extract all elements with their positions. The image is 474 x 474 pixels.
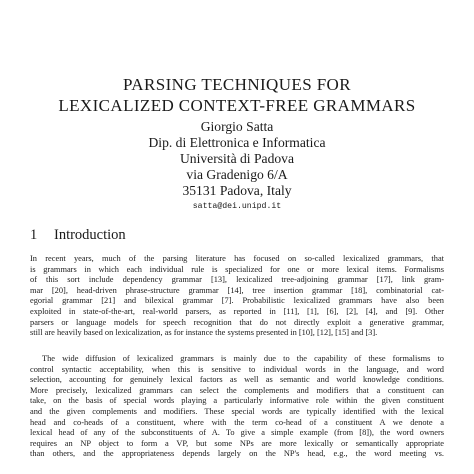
author-block: [0, 119, 474, 213]
title-line-2: LEXICALIZED CONTEXT-FREE GRAMMARS: [58, 96, 416, 115]
section-number: 1: [30, 227, 38, 243]
section-heading: [30, 226, 126, 244]
paragraph-2: [30, 354, 444, 460]
paragraph-line: exploited in state-of-the-art, real-world parsers, as reported in [11], [1], [6], [2], [4], and [9]. Other: [30, 306, 444, 316]
paragraph-line: than others, and the appropriateness depends largely on the NP's head, e.g., the word meeting vs.: [30, 449, 444, 459]
paragraph-line: take, on the basis of special words playing a particularly informative role within the given constituent: [30, 396, 444, 406]
paragraph-line: is grammars in which each individual rule is specialized for one or more lexical items. Formalisms: [30, 264, 444, 274]
paragraph-line: selection, accounting for genuinely lexical factors as well as semantic and world knowledge conditions.: [30, 375, 444, 385]
paragraph-line: More precisely, lexicalized grammars can select the complements and modifiers that a constituent can: [30, 385, 444, 395]
section-title: Introduction: [54, 227, 126, 243]
paragraph-line: lexical head of any of the subconstituents of A. To give a simple example (from [8]), the word owners: [30, 428, 444, 438]
affiliation-line-1: Dip. di Elettronica e Informatica: [148, 135, 326, 150]
title-line-1: PARSING TECHNIQUES FOR: [123, 75, 351, 94]
paragraph-line: of this sort include dependency grammar [13], lexicalized tree-adjoining grammar [17], link gram-: [30, 275, 444, 285]
paragraph-line: mar [20], head-driven phrase-structure grammar [14], tree insertion grammar [18], combinatorial cat-: [30, 285, 444, 295]
affiliation-line-4: 35131 Padova, Italy: [182, 183, 292, 198]
paragraph-line: head and co-heads of a constituent, where with the term co-head of a constituent A we denote a: [30, 417, 444, 427]
author-name: Giorgio Satta: [200, 119, 274, 134]
affiliation-line-3: via Gradenigo 6/A: [186, 167, 288, 182]
paragraph-line: egorial grammar [21] and bilexical grammar [7]. Probabilistic lexicalized grammars have also been: [30, 296, 444, 306]
paragraph-line: The wide diffusion of lexicalized grammars is mainly due to the capability of these formalisms to: [42, 354, 444, 363]
paragraph-line: requires an NP object to form a VP, but some NPs are more lexically or semantically appropriate: [30, 438, 444, 448]
paper-title: [0, 74, 474, 116]
paragraph-line: still are heavily based on lexicalization, as for instance the systems presented in [10], [12], [15] and [3].: [30, 328, 378, 338]
affiliation-line-2: Università di Padova: [179, 151, 294, 166]
paragraph-1: [30, 254, 444, 339]
paragraph-line: parsers or language models for speech recognition that do not directly exploit a generative grammar,: [30, 317, 444, 327]
paragraph-line: control syntactic acceptability, when this is sensitive to individual words in the language, and word: [30, 364, 444, 374]
author-email: satta@dei.unipd.it: [192, 202, 282, 211]
paragraph-line: In recent years, much of the parsing literature has focused on so-called lexicalized grammars, that: [30, 254, 444, 263]
paragraph-line: and the given complements and modifiers. These special words are typically identified with the lexical: [30, 406, 444, 416]
